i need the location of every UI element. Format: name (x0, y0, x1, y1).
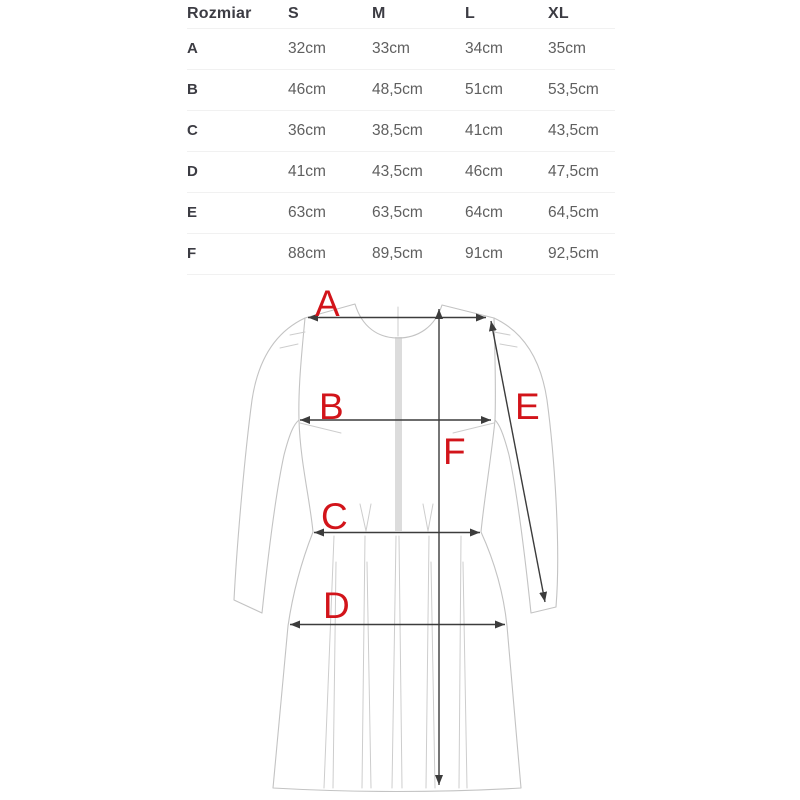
cell-b-m: 48,5cm (372, 80, 423, 98)
zipper-band (395, 307, 402, 531)
cell-c-m: 38,5cm (372, 121, 423, 139)
cell-b-l: 51cm (465, 80, 503, 98)
row-label-b: B (187, 81, 198, 98)
cell-c-l: 41cm (465, 121, 503, 139)
cell-b-xl: 53,5cm (548, 80, 599, 98)
row-label-f: F (187, 245, 197, 262)
header-size-l: L (465, 4, 475, 22)
measurement-arrows (290, 309, 545, 785)
cell-e-s: 63cm (288, 203, 326, 221)
label-e: E (515, 386, 540, 427)
cell-c-xl: 43,5cm (548, 121, 599, 139)
header-size-s: S (288, 4, 299, 22)
row-label-e: E (187, 204, 198, 221)
cell-f-l: 91cm (465, 244, 503, 262)
cell-d-l: 46cm (465, 162, 503, 180)
cell-f-s: 88cm (288, 244, 326, 262)
header-size-xl: XL (548, 4, 569, 22)
cell-d-m: 43,5cm (372, 162, 423, 180)
cell-e-xl: 64,5cm (548, 203, 599, 221)
cell-d-s: 41cm (288, 162, 326, 180)
label-f: F (443, 431, 466, 472)
cell-b-s: 46cm (288, 80, 326, 98)
header-rozmiar: Rozmiar (187, 4, 252, 22)
row-label-c: C (187, 122, 198, 139)
cell-a-l: 34cm (465, 39, 503, 57)
cell-f-xl: 92,5cm (548, 244, 599, 262)
label-a: A (315, 283, 340, 324)
cell-e-l: 64cm (465, 203, 503, 221)
row-label-d: D (187, 163, 198, 180)
cell-a-m: 33cm (372, 39, 410, 57)
label-b: B (319, 386, 344, 427)
label-d: D (323, 585, 350, 626)
cell-a-s: 32cm (288, 39, 326, 57)
cell-f-m: 89,5cm (372, 244, 423, 262)
header-size-m: M (372, 4, 386, 22)
cell-a-xl: 35cm (548, 39, 586, 57)
cell-d-xl: 47,5cm (548, 162, 599, 180)
row-label-a: A (187, 40, 198, 57)
cell-e-m: 63,5cm (372, 203, 423, 221)
label-c: C (321, 496, 348, 537)
cell-c-s: 36cm (288, 121, 326, 139)
